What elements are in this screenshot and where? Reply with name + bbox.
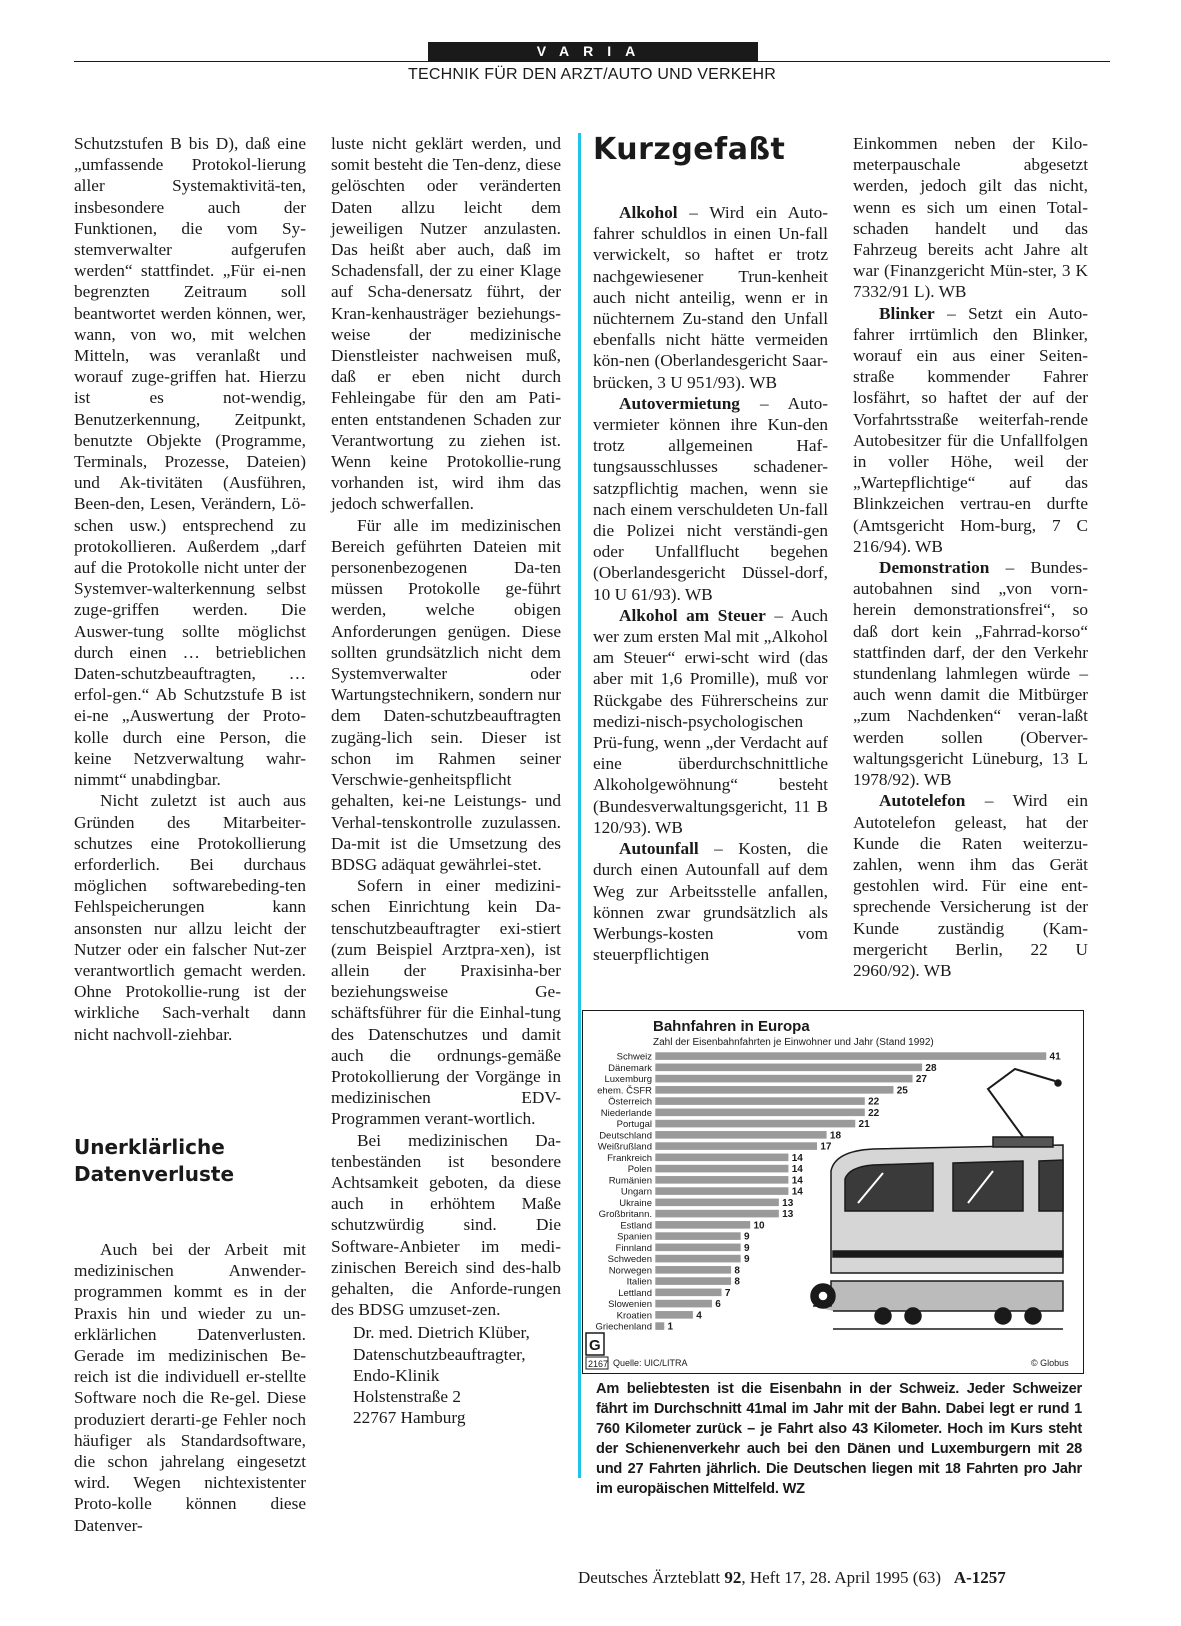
- category-label: Weißrußland: [597, 1141, 652, 1153]
- bar: [655, 1288, 722, 1296]
- news-keyword: Autounfall: [619, 839, 699, 859]
- bar: [655, 1142, 817, 1150]
- bar: [655, 1153, 789, 1161]
- bar: [655, 1300, 712, 1308]
- chart-figure: [582, 1010, 1084, 1374]
- paragraph: Auch bei der Arbeit mit medizinischen Anwender-programmen kommt es in der Praxis hin und wieder zu un-erklärlichen Datenverlusten. Gerade im medizinischen Be-reich ist die individuell er-stellte Software noch die Re-gel. Diese produziert derarti-ge Fehler noch häufiger als Standardsoftware, die schon jahrelang eingesetzt wird. Wegen nichtexistenter Proto-kolle können diese Datenver-: [74, 1240, 306, 1535]
- column-3: [593, 202, 828, 965]
- category-label: Niederlande: [600, 1107, 652, 1119]
- news-item: [593, 393, 828, 605]
- globus-logo-mark: G: [589, 1337, 601, 1354]
- news-text: – Auch wer zum ersten Mal mit „Alkohol am Steuer“ erwi-scht wird (das aber mit 1,6 Promille), muß vor Rückgabe des Führerscheins zur medizi-nisch-psychologischen Prü-fung, wenn „der Verdacht auf eine überdurchschnittliche Alkoholgewöhnung“ besteht (Bundesverwaltungsgericht, 11 B 120/93). WB: [593, 605, 829, 837]
- news-text: – Wird ein Auto-fahrer schuldlos in einen Un-fall verwickelt, so haftet er trotz nachgewiesener Trun-kenheit auch nicht anteilig, wenn er in nüchternem Zu-stand den Unfall ebenfalls nicht hätte vermeiden kön-nen (Oberlandesgericht Saar-brücken, 3 U 951/93). WB: [593, 203, 828, 392]
- accent-rule: [578, 133, 581, 1478]
- category-label: Polen: [627, 1164, 652, 1176]
- category-label: Italien: [626, 1276, 652, 1288]
- bar: [655, 1266, 731, 1274]
- value-label: 4: [696, 1310, 702, 1322]
- value-label: 22: [868, 1107, 880, 1119]
- chart-source: Quelle: UIC/LITRA: [613, 1358, 688, 1368]
- bar: [655, 1255, 741, 1263]
- category-label: Frankreich: [607, 1152, 652, 1164]
- value-label: 9: [743, 1254, 750, 1266]
- paragraph: Bei medizinischen Da-tenbeständen ist besondere Achtsamkeit geboten, da diese auch in erhöhtem Maße schutzwürdig sind. Die Software-Anbieter im medi-zinischen Bereich sind des-halb gehalten, die Anforde-rungen des BDSG umzuset-zen.: [331, 1130, 561, 1320]
- category-label: Lettland: [618, 1287, 652, 1299]
- category-label: Deutschland: [599, 1130, 652, 1142]
- value-label: 13: [782, 1209, 794, 1221]
- bar: [655, 1086, 894, 1094]
- news-keyword: Alkohol am Steuer: [619, 605, 766, 625]
- value-label: 18: [829, 1130, 842, 1142]
- kurzgefasst-title: Kurzgefaßt: [593, 132, 786, 167]
- category-label: Schweden: [607, 1254, 652, 1266]
- category-label: Luxemburg: [604, 1074, 652, 1086]
- value-label: 14: [791, 1175, 803, 1187]
- category-label: Spanien: [617, 1231, 652, 1243]
- author-signature: [331, 1322, 561, 1428]
- signature-line: 22767 Hamburg: [353, 1408, 466, 1428]
- chart-caption: Am beliebtesten ist die Eisenbahn in der Schweiz. Jeder Schweizer fährt im Durchschnitt 41mal im Jahr mit der Bahn. Dabei legt er rund 1 760 Kilometer zurück – je Fahrt also 43 Kilometer. Hoch im Kurs steht der Schienenverkehr auch bei den Dänen und Luxemburgern mit 28 und 27 Fahrten jährlich. Die Deutschen liegen mit 18 Fahrten pro Jahr im europäischen Mittelfeld. WZ: [596, 1381, 1082, 1497]
- bar: [655, 1232, 741, 1240]
- subheading-line: Unerklärliche: [74, 1135, 225, 1159]
- footer-issue: , Heft 17, 28. April 1995 (63): [741, 1568, 954, 1587]
- bar-chart: [583, 1011, 1083, 1373]
- varia-bar: VARIA: [428, 42, 758, 61]
- signature-line: Endo-Klinik: [353, 1365, 440, 1385]
- value-label: 17: [820, 1141, 832, 1153]
- page-footer: [578, 1568, 1110, 1588]
- bar: [655, 1097, 865, 1105]
- chart-title: Bahnfahren in Europa: [653, 1018, 810, 1035]
- footer-journal: Deutsches Ärzteblatt: [578, 1568, 725, 1587]
- signature-line: Holstenstraße 2: [353, 1386, 461, 1406]
- bar: [655, 1165, 789, 1173]
- paragraph: Sofern in einer medizini-schen Einrichtung kein Da-tenschutzbeauftragter exi-stiert (zum Beispiel Arztpra-xen), ist allein der Praxisinha-ber beziehungsweise Ge-schäftsführer für die Einhal-tung des Datenschutzes und damit auch die ordnungs-gemäße Protokollierung der Vorgänge in medizinischen EDV-Programmen verant-wortlich.: [331, 876, 561, 1129]
- bar: [655, 1210, 779, 1218]
- news-item: [593, 838, 828, 965]
- bar: [655, 1052, 1047, 1060]
- category-label: Kroatien: [616, 1310, 652, 1322]
- signature-line: Datenschutzbeauftragter,: [353, 1344, 526, 1364]
- value-label: 22: [868, 1096, 880, 1108]
- news-keyword: Autovermietung: [619, 393, 740, 413]
- category-label: Griechenland: [595, 1321, 652, 1333]
- subheading: [74, 1134, 306, 1188]
- bar: [655, 1075, 913, 1083]
- value-label: 10: [753, 1220, 765, 1232]
- column-2: [331, 133, 561, 1428]
- footer-volume: 92: [724, 1568, 742, 1587]
- section-title: TECHNIK FÜR DEN ARZT/AUTO UND VERKEHR: [407, 66, 777, 83]
- column-1-continued: [74, 1239, 306, 1536]
- bar: [655, 1176, 789, 1184]
- paragraph: luste nicht geklärt werden, und somit besteht die Ten-denz, diese gelöschten oder veränderten Daten allzu leicht dem jeweiligen Nutzer anzulasten. Das heißt aber auch, daß im Schadensfall, der zu einer Klage auf Scha-denersatz führt, der Kran-kenhausträger beziehungs-weise der medizinische Dienstleister nachweisen muß, daß er eben nicht durch Fehleingabe für den am Pati-enten entstandenen Schaden zur Verantwortung zu ziehen ist. Wenn keine Protokollie-rung vorhanden ist, wird ihm das jedoch schwerfallen.: [331, 134, 561, 514]
- bar: [655, 1063, 922, 1071]
- paragraph: Für alle im medizinischen Bereich geführten Dateien mit personenbezogenen Da-ten müssen Protokolle ge-führt werden, welche obigen Anforderungen genügen. Diese sollten grundsätzlich nicht dem Systemverwalter oder Wartungstechnikern, sondern nur dem Daten-schutzbeauftragten zugäng-lich sein. Dieser ist schon im Rahmen seiner Verschwie-genheitspflicht gehalten, kei-ne Leistungs- und Verhal-tenskontrolle zuzulassen. Da-mit ist die Umsetzung des BDSG adäquat gewährlei-stet.: [331, 515, 561, 874]
- news-text: – Setzt ein Auto-fahrer irrtümlich den Blinker, worauf ein aus einer Seiten-straße kommender Fahrer losfährt, so haftet der auf der Vorfahrtsstraße weiterfah-rende Autobesitzer für die Unfallfolgen in voller Höhe, weil der „Wartepflichtige“ auf das Blinkzeichen vertrau-en durfte (Amtsgericht Hom-burg, 7 C 216/94). WB: [853, 303, 1088, 556]
- category-label: Dänemark: [608, 1062, 652, 1074]
- news-text: – Kosten, die durch einen Autounfall auf dem Weg zur Arbeitsstelle anfallen, können zwar grundsätzlich als Werbungs-kosten vom steuerpflichtigen: [593, 839, 828, 965]
- bar: [655, 1120, 856, 1128]
- chart-subtitle: Zahl der Eisenbahnfahrten je Einwohner und Jahr (Stand 1992): [653, 1037, 934, 1048]
- news-item: [853, 790, 1088, 981]
- value-label: 25: [896, 1085, 908, 1097]
- news-item: [853, 557, 1088, 790]
- chart-code: 2167: [588, 1359, 609, 1369]
- value-label: 14: [791, 1186, 803, 1198]
- bar: [655, 1221, 751, 1229]
- value-label: 9: [743, 1242, 750, 1254]
- category-label: Finnland: [615, 1242, 652, 1254]
- value-label: 1: [667, 1321, 674, 1333]
- news-text: – Auto-vermieter können ihre Kun-den trotz allgemeinen Haf-tungsausschlusses schadener-satzpflichtig machen, wenn sie nach einem verschuldeten Un-fall die Polizei nicht verständi-gen oder Unfallflucht begehen (Oberlandesgericht Düssel-dorf, 10 U 61/93). WB: [593, 393, 828, 604]
- category-label: ehem. ČSFR: [597, 1085, 652, 1097]
- column-1: [74, 133, 306, 1045]
- bar: [655, 1108, 865, 1116]
- value-label: 13: [782, 1197, 794, 1209]
- column-4: [853, 133, 1088, 981]
- category-label: Rumänien: [608, 1175, 652, 1187]
- news-keyword: Blinker: [879, 303, 935, 323]
- bar: [655, 1198, 779, 1206]
- value-label: 7: [724, 1287, 731, 1299]
- value-label: 8: [734, 1265, 740, 1277]
- news-item: [593, 605, 828, 838]
- value-label: 14: [791, 1152, 803, 1164]
- bar: [655, 1311, 693, 1319]
- category-label: Ungarn: [620, 1186, 652, 1198]
- subheading-line: Datenverluste: [74, 1162, 235, 1186]
- category-label: Estland: [620, 1220, 652, 1232]
- category-label: Slowenien: [608, 1299, 652, 1311]
- news-keyword: Demonstration: [879, 558, 990, 578]
- value-label: 6: [715, 1299, 721, 1311]
- category-label: Portugal: [616, 1119, 652, 1131]
- bar: [655, 1243, 741, 1251]
- category-label: Ukraine: [619, 1197, 652, 1209]
- value-label: 8: [734, 1276, 740, 1288]
- value-label: 41: [1049, 1051, 1061, 1063]
- value-label: 21: [858, 1119, 870, 1131]
- value-label: 14: [791, 1164, 803, 1176]
- paragraph: Nicht zuletzt ist auch aus Gründen des Mitarbeiter-schutzes eine Protokollierung erforderlich. Bei durchaus möglichen softwarebeding-ten Fehlspeicherungen kann ansonsten nur allzu leicht der Nutzer oder ein falscher Nut-zer verantwortlich gemacht werden. Ohne Protokollie-rung ist der wirkliche Sach-verhalt dann nicht nachvoll-ziehbar.: [74, 791, 306, 1044]
- news-keyword: Autotelefon: [879, 791, 966, 811]
- news-item: [593, 202, 828, 393]
- bar: [655, 1322, 665, 1330]
- bar: [655, 1187, 789, 1195]
- category-label: Norwegen: [608, 1265, 652, 1277]
- value-label: 28: [925, 1062, 937, 1074]
- header-rule: [74, 61, 1110, 62]
- news-text: – Wird ein Autotelefon geleast, hat der Kunde die Raten weiterzu-zahlen, wenn ihm das Gerät gestohlen wird. Für eine ent-sprechende Versicherung ist der Kunde zuständig (Kam-mergericht Berlin, 22 U 2960/92). WB: [853, 791, 1088, 980]
- value-label: 9: [743, 1231, 750, 1243]
- signature-line: Dr. med. Dietrich Klüber,: [353, 1323, 530, 1343]
- news-item-continued: Einkommen neben der Kilo-meterpauschale abgesetzt werden, jedoch gilt das nicht, wenn es sich um einen Total-schaden handelt und das Fahrzeug bereits acht Jahre alt war (Finanzgericht Mün-ster, 3 K 7332/91 L). WB: [853, 134, 1088, 302]
- paragraph: Schutzstufen B bis D), daß eine „umfassende Protokol-lierung aller Systemaktivitä-ten, insbesondere auch der Funktionen, die vom Sy-stemverwalter aufgerufen werden“ stattfindet. „Für ei-nen begrenzten Zeitraum soll beantwortet werden können, wer, wann, von wo, mit welchen Mitteln, was veranlaßt und worauf zuge-griffen hat. Hierzu ist es not-wendig, Benutzerkennung, Zeitpunkt, benutzte Objekte (Programme, Terminals, Prozesse, Dateien) und Ak-tivitäten (Ausführen, Been-den, Lesen, Verändern, Lö-schen usw.) entsprechend zu protokollieren. Außerdem „darf auf die Protokolle nicht unter der Systemver-walterkennung selbst zuge-griffen werden. Die Auswer-tung sollte möglichst durch einen … betrieblichen Daten-schutzbeauftragten, … erfol-gen.“ Ab Schutzstufe B ist ei-ne „Auswertung der Proto-kolle durch eine Person, die keine Netzverwaltung wahr-nimmt“ unabdingbar.: [74, 134, 306, 790]
- value-label: 27: [915, 1074, 927, 1086]
- category-label: Österreich: [608, 1096, 652, 1108]
- news-item: [853, 303, 1088, 557]
- category-label: Großbritann.: [598, 1209, 652, 1221]
- bar: [655, 1277, 731, 1285]
- news-keyword: Alkohol: [619, 203, 678, 222]
- page-number: A-1257: [953, 1568, 1006, 1587]
- chart-brand: © Globus: [1031, 1358, 1069, 1368]
- bar: [655, 1131, 827, 1139]
- category-label: Schweiz: [616, 1051, 652, 1063]
- news-text: – Bundes-autobahnen sind „von vorn-herein demonstrationsfrei“, so daß dort kein „Fahrrad-korso“ stattfinden darf, der den Verkehr stundenlang lahmlegen würde – auch wenn damit die Mitbürger „zum Nachdenken“ veran-laßt werden sollen (Oberver-waltungsgericht Lüneburg, 13 L 1978/92). WB: [853, 558, 1088, 790]
